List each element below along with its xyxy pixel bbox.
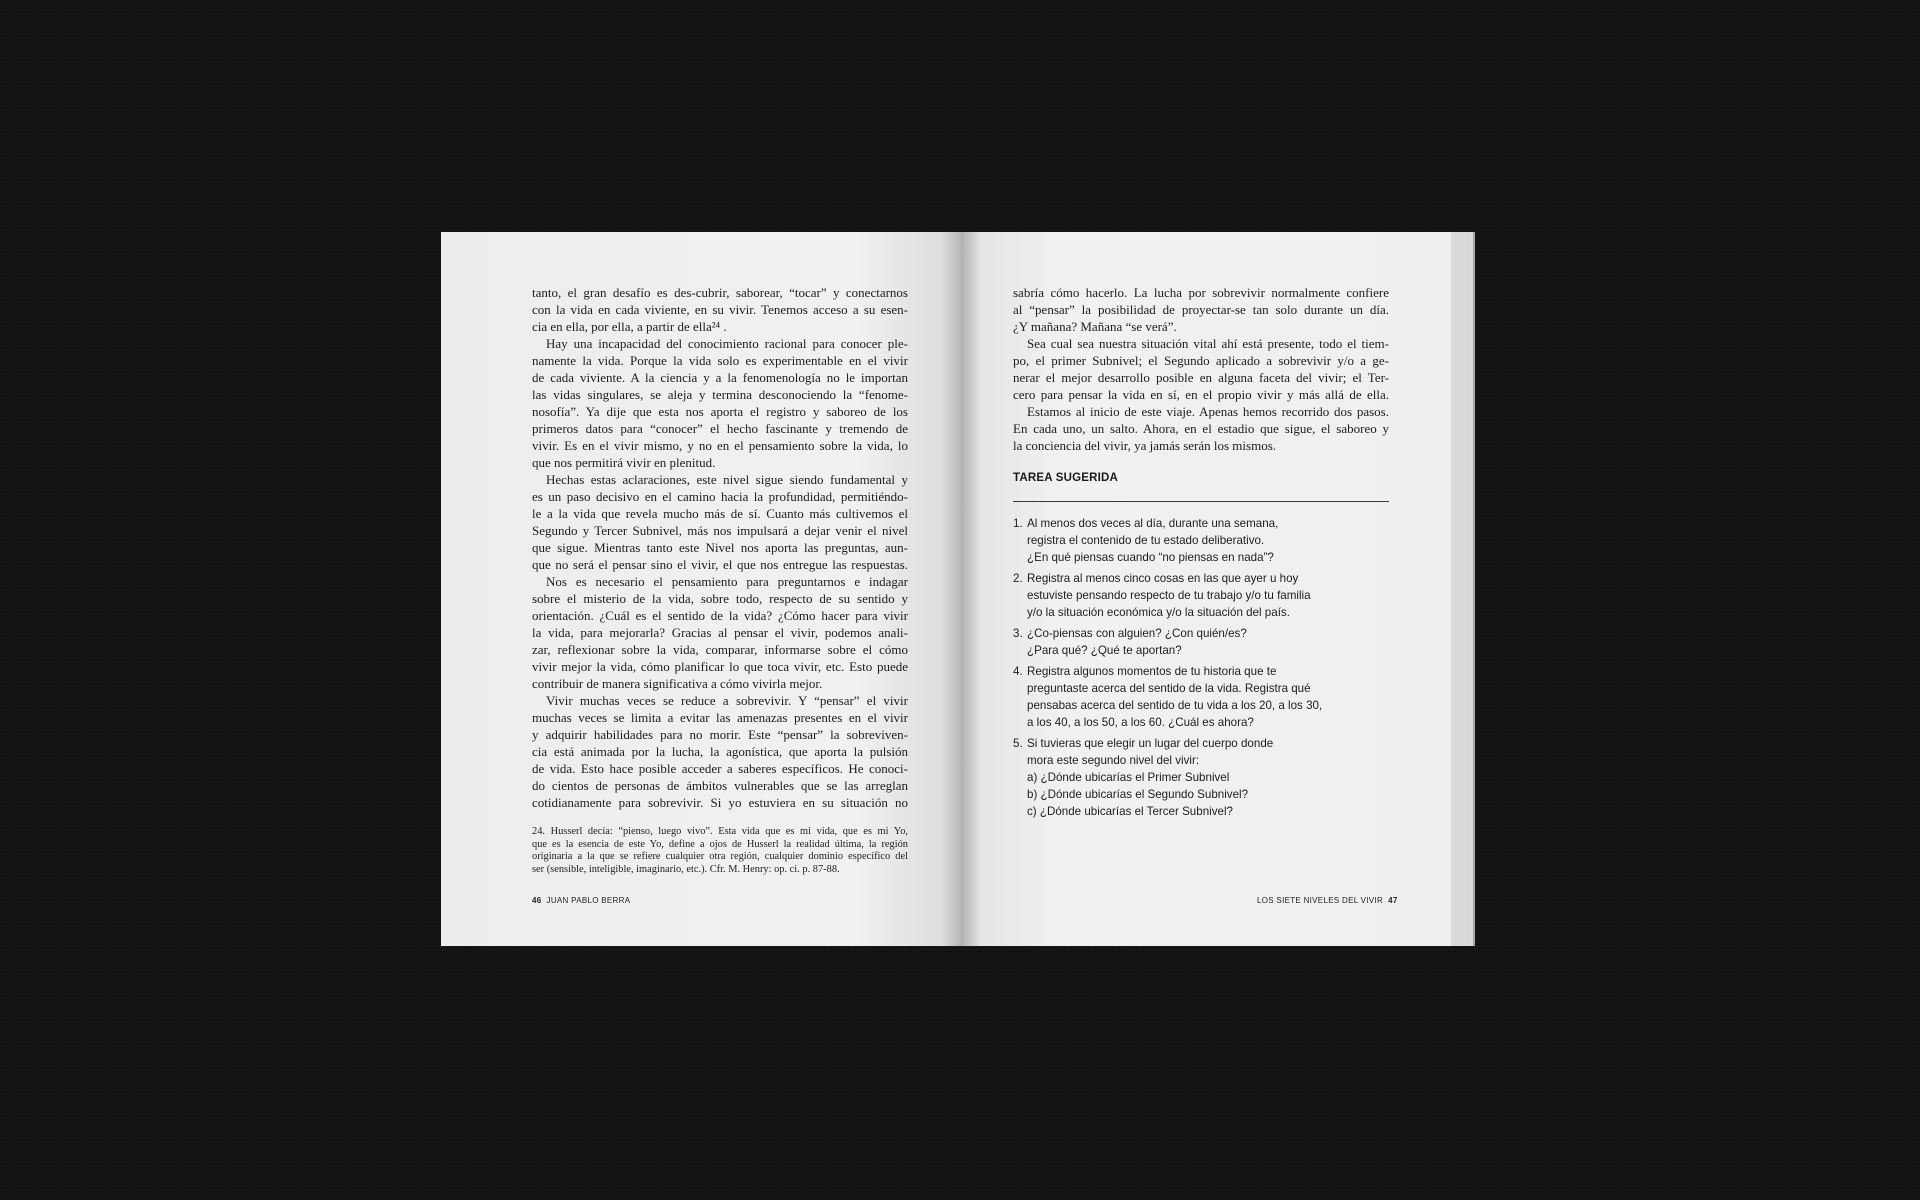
text-line: orientación. ¿Cuál es el sentido de la vida? ¿Cómo hacer para vivir bbox=[532, 608, 908, 623]
text-line: vivir. Es en el vivir mismo, y no en el pensamiento sobre la vida, lo bbox=[532, 438, 908, 453]
running-head-title: LOS SIETE NIVELES DEL VIVIR bbox=[1257, 896, 1384, 905]
text-line: y adquirir habilidades para no morir. Este “pensar” la sobreviven- bbox=[532, 727, 908, 742]
list-item-line: Registra al menos cinco cosas en las que ayer u hoy bbox=[1027, 572, 1299, 585]
list-item-number: 5. bbox=[1013, 737, 1023, 750]
text-line: al “pensar” la posibilidad de proyectar-se tan solo durante un día. bbox=[1013, 302, 1389, 317]
list-item bbox=[1013, 570, 1389, 621]
footnote-line: originaria a la que se refiere cualquier otra región, cualquier dominio específico del bbox=[532, 851, 908, 863]
list-item bbox=[1013, 663, 1389, 731]
footnote-line: ser (sensible, inteligible, imaginario, etc.). Cfr. M. Henry: op. ci. p. 87-88. bbox=[532, 863, 840, 875]
book-gutter bbox=[941, 232, 981, 946]
list-item-line: pensabas acerca del sentido de tu vida a los 20, a los 30, bbox=[1027, 699, 1323, 712]
text-line: namente la vida. Porque la vida solo es experimentable en el vivir bbox=[532, 353, 908, 368]
list-item-line: ¿En qué piensas cuando “no piensas en nada”? bbox=[1027, 551, 1274, 564]
text-line: primeros datos para “conocer” el hecho fascinante y tremendo de bbox=[532, 421, 908, 436]
list-item-line: y/o la situación económica y/o la situación del país. bbox=[1027, 606, 1290, 619]
list-item-line: a) ¿Dónde ubicarías el Primer Subnivel bbox=[1027, 771, 1230, 784]
text-line: le a la vida que revela mucho más de sí. Cuanto más cultivemos el bbox=[532, 506, 908, 521]
page-number: 47 bbox=[1388, 896, 1398, 905]
text-line: zar, reflexionar sobre la vida, comparar, informarse sobre el cómo bbox=[532, 642, 908, 657]
text-line: Segundo y Tercer Subnivel, más nos impulsará a dejar venir el nivel bbox=[532, 523, 908, 538]
task-list bbox=[1013, 515, 1389, 824]
text-line: que sigue. Mientras tanto este Nivel nos aporta las preguntas, aun- bbox=[532, 540, 908, 555]
list-item-number: 2. bbox=[1013, 572, 1023, 585]
text-line: po, el primer Subnivel; el Segundo aplicado a sobrevivir y/o a ge- bbox=[1013, 353, 1389, 368]
text-line: ¿Y mañana? Mañana “se verá”. bbox=[1013, 319, 1177, 334]
text-line: contribuir de manera significativa a cómo vivirla mejor. bbox=[532, 676, 823, 691]
text-line: la vida, para mejorarla? Gracias al pensar el vivir, podemos anali- bbox=[532, 625, 908, 640]
text-line: nerar el mejor desarrollo posible en alguna faceta del vivir; el Ter- bbox=[1013, 370, 1389, 385]
text-line: cotidianamente para sobrevivir. Si yo estuviera en su situación no bbox=[532, 795, 908, 810]
right-running-footer bbox=[1257, 896, 1398, 905]
text-line: con la vida en cada viviente, en su vivir. Tenemos acceso a su esen- bbox=[532, 302, 908, 317]
list-item-line: Al menos dos veces al día, durante una semana, bbox=[1027, 517, 1279, 530]
list-item-line: mora este segundo nivel del vivir: bbox=[1027, 754, 1200, 767]
footnote-line: 24. Husserl decía: “pienso, luego vivo”. Esta vida que es mi vida, que es mi Yo, bbox=[532, 826, 908, 837]
section-divider bbox=[1013, 501, 1389, 502]
footnote bbox=[532, 826, 908, 876]
right-body-text bbox=[1013, 284, 1389, 454]
text-line: la conciencia del vivir, ya jamás serán los mismos. bbox=[1013, 438, 1277, 453]
list-item-line: estuviste pensando respecto de tu trabajo y/o tu familia bbox=[1027, 589, 1311, 602]
text-line: Sea cual sea nuestra situación vital ahí está presente, todo el tiem- bbox=[1027, 336, 1389, 351]
list-item-line: ¿Co-piensas con alguien? ¿Con quién/es? bbox=[1027, 627, 1247, 640]
text-line: Estamos al inicio de este viaje. Apenas hemos recorrido dos pasos. bbox=[1027, 404, 1389, 419]
text-line: Vivir muchas veces se reduce a sobrevivir. Y “pensar” el vivir bbox=[546, 693, 908, 708]
footnote-line: que es la esencia de este Yo, define a ojos de Husserl la realidad última, la región bbox=[532, 838, 908, 850]
text-line: Nos es necesario el pensamiento para preguntarnos e indagar bbox=[546, 574, 908, 589]
text-line: cia está animada por la lucha, la agonística, que aporta la pulsión bbox=[532, 744, 908, 759]
list-item bbox=[1013, 625, 1389, 659]
list-item-number: 3. bbox=[1013, 627, 1023, 640]
running-head-author: JUAN PABLO BERRA bbox=[546, 896, 631, 905]
list-item-line: Si tuvieras que elegir un lugar del cuerpo donde bbox=[1027, 737, 1274, 750]
list-item bbox=[1013, 515, 1389, 566]
text-line: cia en ella, por ella, a partir de ella²⁴ . bbox=[532, 319, 727, 334]
list-item-number: 1. bbox=[1013, 517, 1023, 530]
list-item-line: Registra algunos momentos de tu historia que te bbox=[1027, 665, 1277, 678]
text-line: Hechas estas aclaraciones, este nivel sigue siendo fundamental y bbox=[546, 472, 908, 487]
text-line: es un paso decisivo en el camino hacia la profundidad, permitiéndo- bbox=[532, 489, 908, 504]
text-line: las vidas singulares, se aleja y termina desconociendo la “fenome- bbox=[532, 387, 908, 402]
text-line: que nos permitirá vivir en plenitud. bbox=[532, 455, 716, 470]
list-item-line: preguntaste acerca del sentido de la vida. Registra qué bbox=[1027, 682, 1311, 695]
text-line: do cientos de personas de ámbitos vulnerables que se las arreglan bbox=[532, 778, 908, 793]
text-line: que no será el pensar sino el vivir, el que nos entregue las respuestas. bbox=[532, 557, 908, 572]
page-number: 46 bbox=[532, 896, 542, 905]
text-line: nosofía”. Ya dije que esta nos aporta el registro y saboreo de los bbox=[532, 404, 908, 419]
list-item-line: b) ¿Dónde ubicarías el Segundo Subnivel? bbox=[1027, 788, 1249, 801]
text-line: En cada uno, un salto. Ahora, en el estadio que sigue, el saboreo y bbox=[1013, 421, 1389, 436]
list-item-line: ¿Para qué? ¿Qué te aportan? bbox=[1027, 644, 1182, 657]
list-item-number: 4. bbox=[1013, 665, 1023, 678]
left-body-text bbox=[532, 284, 908, 811]
list-item bbox=[1013, 735, 1389, 820]
page-edges bbox=[1451, 232, 1475, 946]
text-line: Hay una incapacidad del conocimiento racional para conocer ple- bbox=[546, 336, 908, 351]
open-book bbox=[441, 232, 1473, 946]
text-line: vivir mejor la vida, cómo planificar lo que toca vivir, etc. Esto puede bbox=[532, 659, 908, 674]
list-item-line: registra el contenido de tu estado deliberativo. bbox=[1027, 534, 1265, 547]
section-title: TAREA SUGERIDA bbox=[1013, 472, 1119, 484]
text-line: de cada viviente. A la ciencia y a la fenomenología no le importan bbox=[532, 370, 908, 385]
left-running-footer bbox=[532, 896, 630, 905]
text-line: sobre el misterio de la vida, sobre todo, respecto de su sentido y bbox=[532, 591, 908, 606]
text-line: tanto, el gran desafío es des-cubrir, saborear, “tocar” y conectarnos bbox=[532, 285, 908, 300]
text-line: cero para pensar la vida en sí, en el propio vivir y más allá de ella. bbox=[1013, 387, 1389, 402]
list-item-line: a los 40, a los 50, a los 60. ¿Cuál es ahora? bbox=[1027, 716, 1254, 729]
list-item-line: c) ¿Dónde ubicarías el Tercer Subnivel? bbox=[1027, 805, 1233, 818]
text-line: de vida. Esto hace posible acceder a saberes específicos. He conoci- bbox=[532, 761, 908, 776]
text-line: muchas veces se limita a evitar las amenazas presentes en el vivir bbox=[532, 710, 908, 725]
text-line: sabría cómo hacerlo. La lucha por sobrevivir normalmente confiere bbox=[1013, 285, 1389, 300]
